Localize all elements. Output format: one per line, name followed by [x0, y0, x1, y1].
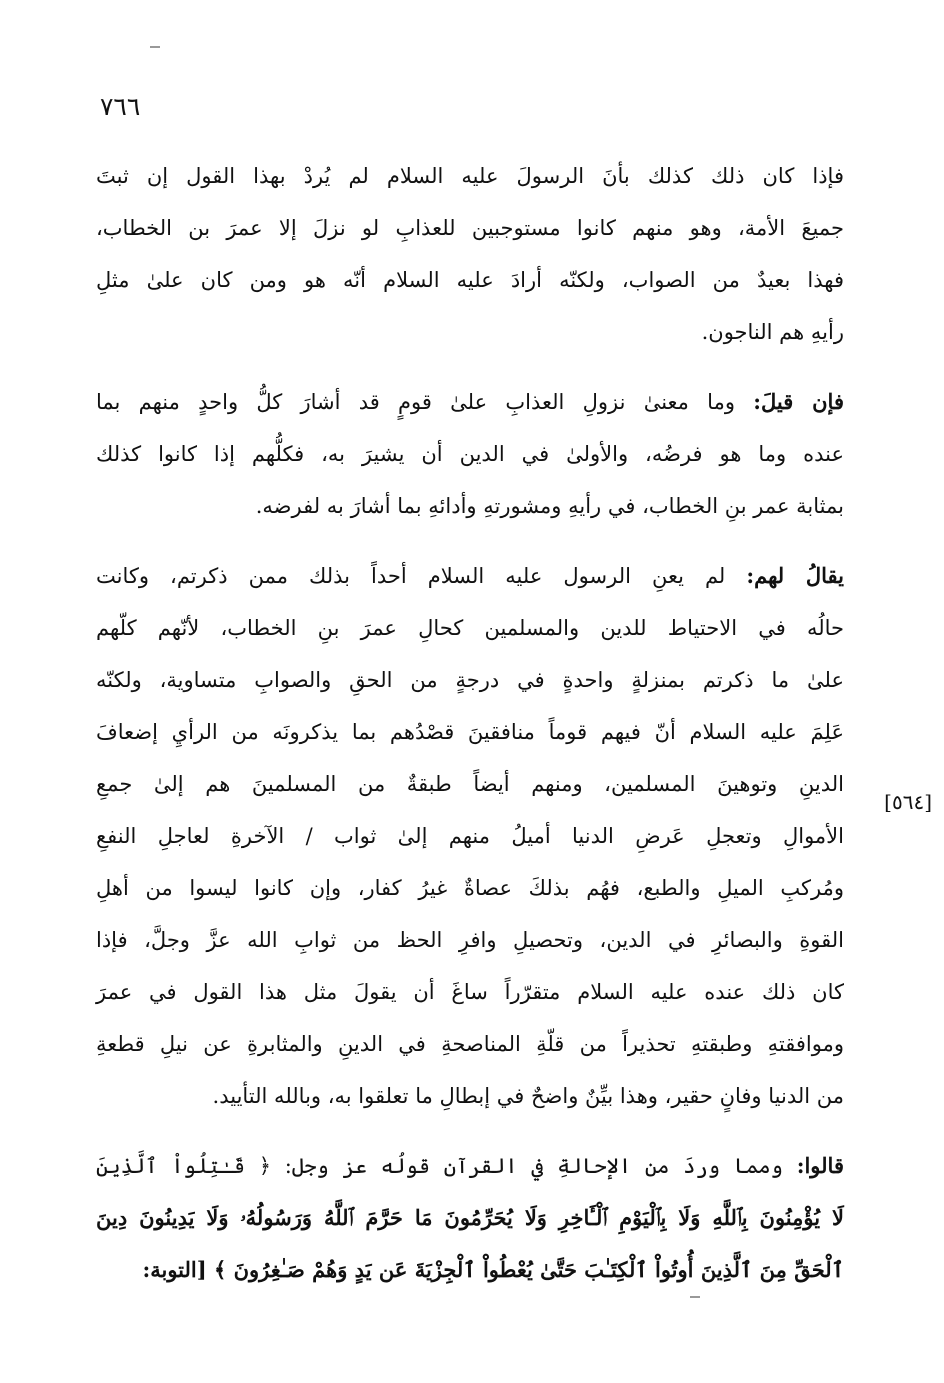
text-line: علىٰ ما ذكرتم بمنزلةٍ واحدةٍ في درجةٍ من الحقِ والصوابِ متساوية، ولكنّه: [96, 668, 844, 692]
text-line: حالُه في الاحتياط للدين والمسلمين كحالِ عمرَ بنِ الخطاب، لأنّهم كلّهم: [96, 616, 844, 640]
body-text: [96, 150, 844, 1296]
paragraph-gap: [96, 1122, 844, 1140]
line-text: ومما وردَ من الإحالةِ في القرآن قولُه عز وجل: ﴿ قَـٰتِلُواْ ٱلَّذِينَ: [96, 1154, 783, 1178]
scan-speck: [690, 1296, 700, 1298]
text-line: فهذا بعيدٌ من الصواب، ولكنّه أرادَ عليه السلام أنّه هو ومن كان علىٰ مثلِ: [96, 268, 844, 292]
text-line: عنده وما هو فرضُه، والأولىٰ في الدين أن يشيرَ به، فكلُّهم إذا كانوا كذلك: [96, 442, 844, 466]
text-line: وموافقتهِ وطبقتهِ تحذيراً من قلّةِ المناصحةِ في الدينِ والمثابرةِ عن نيلِ قطعةِ: [96, 1032, 844, 1056]
paragraph: [96, 376, 844, 532]
text-line: القوةِ والبصائرِ في الدين، وتحصيلِ وافرِ الحظ من ثوابِ الله عزَّ وجلَّ، فإذا: [96, 928, 844, 952]
text-line: الأموالِ وتعجلِ عَرضِ الدنيا أميلُ منهم إلىٰ ثواب / الآخرةِ لعاجلِ النفعِ: [96, 824, 844, 848]
paragraph-gap: [96, 358, 844, 376]
text-line: بمثابة عمر بنِ الخطاب، في رأيهِ ومشورتهِ وأدائهِ بما أشارَ به لفرضه.: [255, 494, 844, 518]
text-line: جميعَ الأمة، وهو منهم كانوا مستوجبين للعذابِ لو نزلَ إلا عمرَ بن الخطاب،: [96, 216, 844, 240]
page-number: ٧٦٦: [100, 92, 141, 121]
text-line: [96, 376, 844, 428]
text-line: من الدنيا وفانٍ حقير، وهذا بيِّنٌ واضحٌ في إبطالِ ما تعلقوا به، وبالله التأييد.: [212, 1084, 844, 1108]
paragraph: [96, 550, 844, 1122]
quran-verse-line: ٱلْحَقِّ مِنَ ٱلَّذِينَ أُوتُواْ ٱلْكِتَـٰبَ حَتَّىٰ يُعْطُواْ ٱلْجِزْيَةَ عَن يَدٍ وَهُمْ صَـٰغِرُونَ ﴾ [التوبة:: [142, 1257, 844, 1282]
paragraph-gap: [96, 532, 844, 550]
text-line: الدينِ وتوهينَ المسلمين، ومنهم أيضاً طبقةٌ من المسلمينَ هم إلىٰ جمعِ: [96, 772, 844, 796]
text-line: فإذا كان ذلك كذلك بأنَ الرسولَ عليه السلام لم يُردْ بهذا القول إن ثبتَ: [96, 164, 844, 188]
text-line: ومُركبِ الميلِ والطبع، فهُم بذلكَ عصاةٌ غيرُ كفار، وإن كانوا ليسوا من أهلِ: [96, 876, 844, 900]
quran-verse-line: لَا يُؤْمِنُونَ بِٱللَّهِ وَلَا بِٱلْيَوْمِ ٱلْـَٔاخِرِ وَلَا يُحَرِّمُونَ مَا حَرَّمَ ٱللَّهُ وَرَسُولُهُۥ وَلَا يَدِينُونَ دِينَ: [96, 1205, 844, 1230]
paragraph: [96, 1140, 844, 1296]
text-line: كان ذلك عنده عليه السلام متقرّراً ساغَ أن يقولَ مثل هذا القول في عمرَ: [96, 980, 844, 1004]
paragraph-lead: يقالُ لهم:: [746, 563, 844, 588]
line-text: لم يعنِ الرسول عليه السلام أحداً بذلك ممن ذكرتم، وكانت: [96, 564, 726, 588]
paragraph-lead: فإن قيلَ:: [753, 389, 844, 414]
text-line: [96, 1140, 844, 1192]
scan-speck: [150, 46, 160, 48]
margin-note: [٥٦٤]: [884, 790, 932, 814]
text-line: رأيهِ هم الناجون.: [701, 320, 844, 344]
text-line: عَلِمَ عليه السلام أنّ فيهم قوماً منافقينَ قصْدُهم بما يذكرونَه من الرأيِ إضعافَ: [96, 720, 844, 744]
line-text: وما معنىٰ نزولِ العذابِ علىٰ قومٍ قد أشارَ كلُّ واحدٍ منهم بما: [96, 390, 735, 414]
paragraph-lead: قالوا:: [796, 1153, 844, 1178]
text-line: [96, 550, 844, 602]
paragraph: [96, 150, 844, 358]
